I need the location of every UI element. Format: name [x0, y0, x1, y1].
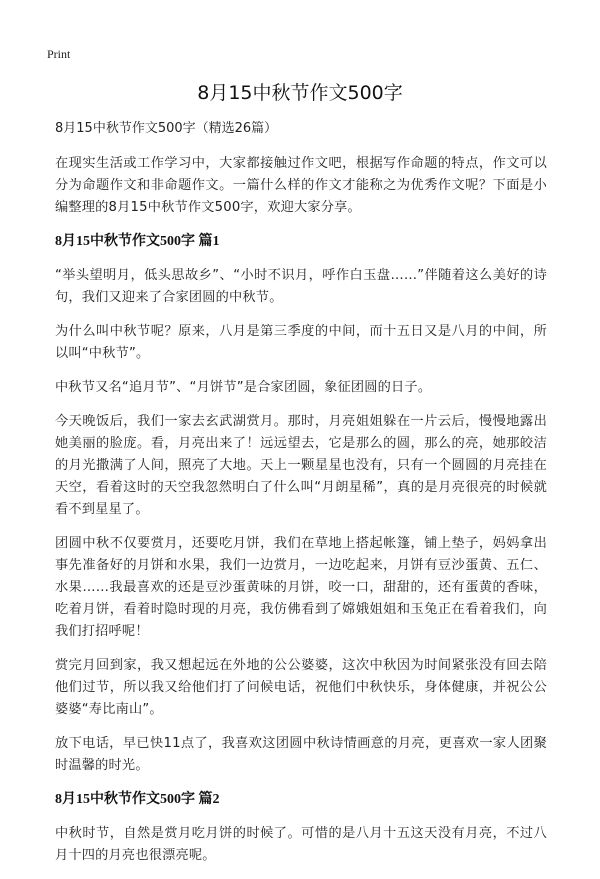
- article-subtitle: 8月15中秋节作文500字（精选26篇）: [55, 121, 278, 136]
- page-title: 8月15中秋节作文500字: [197, 82, 403, 104]
- section-heading: 8月15中秋节作文500字 篇2: [55, 792, 220, 807]
- paragraph: 中秋节又名“追月节”、“月饼节”是合家团圆，象征团圆的日子。: [55, 380, 432, 395]
- section-2: [55, 789, 547, 867]
- paragraph: 赏完月回到家，我又想起远在外地的公公婆婆，这次中秋因为时间紧张没有回去陪他们过节，所以我又给他们打了问候电话，祝他们中秋快乐，身体健康，并祝公公婆婆“寿比南山”。: [55, 658, 547, 717]
- paragraph: 今天晚饭后，我们一家去玄武湖赏月。那时，月亮姐姐躲在一片云后，慢慢地露出她美丽的脸庞。看，月亮出来了！远远望去，它是那么的圆，那么的亮，她那皎洁的月光撒满了人间，照亮了大地。天上一颗星星也没有，只有一个圆圆的月亮挂在天空，看着这时的天空我忽然明白了什么叫“月朗星稀”，真的是月亮很亮的时候就看不到星星了。: [55, 414, 547, 517]
- paragraph: 团圆中秋不仅要赏月，还要吃月饼，我们在草地上搭起帐篷，铺上垫子，妈妈拿出事先准备好的月饼和水果，我们一边赏月，一边吃起来，月饼有豆沙蛋黄、五仁、水果……我最喜欢的还是豆沙蛋黄味的月饼，咬一口，甜甜的，还有蛋黄的香味，吃着月饼，看着时隐时现的月亮，我仿佛看到了嫦娥姐姐和玉兔正在看着我们，向我们打招呼呢！: [55, 536, 547, 639]
- print-link[interactable]: Print: [47, 47, 71, 61]
- paragraph: 为什么叫中秋节呢？原来，八月是第三季度的中间，而十五日又是八月的中间，所以叫“中秋节”。: [55, 324, 547, 361]
- article-body: [55, 119, 547, 879]
- paragraph: “举头望明月，低头思故乡”、“小时不识月，呼作白玉盘……”伴随着这么美好的诗句，我们又迎来了合家团圆的中秋节。: [55, 268, 547, 305]
- section-1: [55, 231, 547, 777]
- paragraph: 放下电话，早已快11点了，我喜欢这团圆中秋诗情画意的月亮，更喜欢一家人团聚时温馨的时光。: [55, 736, 547, 773]
- paragraph: 中秋时节，自然是赏月吃月饼的时候了。可惜的是八月十五这天没有月亮，不过八月十四的月亮也很漂亮呢。: [55, 826, 547, 863]
- section-heading: 8月15中秋节作文500字 篇1: [55, 234, 220, 249]
- intro-paragraph: 在现实生活或工作学习中，大家都接触过作文吧，根据写作命题的特点，作文可以分为命题作文和非命题作文。一篇什么样的作文才能称之为优秀作文呢？下面是小编整理的8月15中秋节作文500字，欢迎大家分享。: [55, 156, 547, 215]
